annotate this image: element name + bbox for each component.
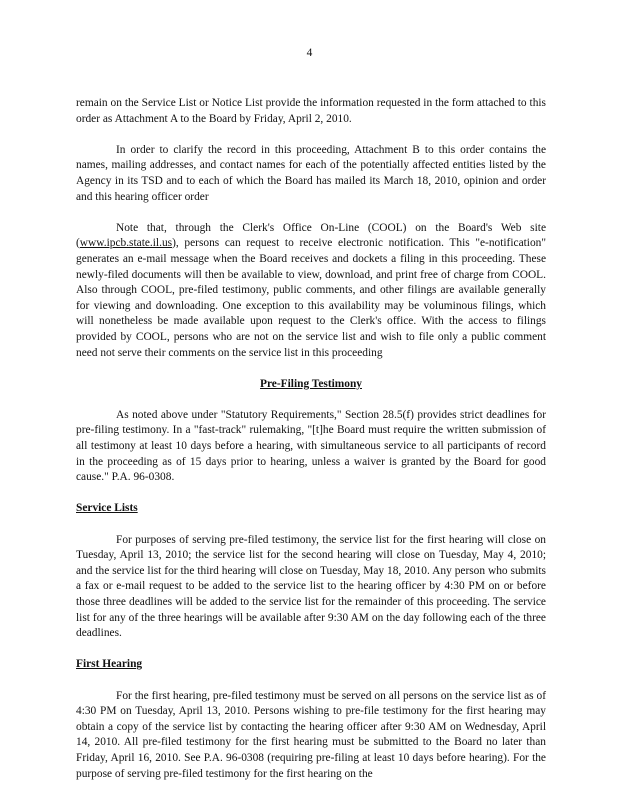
board-website-link[interactable]: www.ipcb.state.il.us <box>79 237 173 250</box>
paragraph-cool-text-b: ), persons can request to receive electronic notification. This "e-notification" generates an e-mail message when the Board receives and dockets a filing in this proceeding. These newly-filed documents will then be available to view, download, and print free of charge from COOL. Also through COOL, pre-filed testimony, public comments, and other filings are available generally for viewing and downloading. One exception to this availability may be voluminous filings, which will nonetheless be made available upon request to the Clerk's office. With the access to filings provided by COOL, persons who are not on the service list and wish to file only a public comment need not serve their comments on the service list in this proceeding <box>76 237 546 359</box>
heading-first-hearing: First Hearing <box>76 658 143 671</box>
paragraph-cool-notification <box>76 221 546 361</box>
paragraph-service-list-info: remain on the Service List or Notice List provide the information requested in the form attached to this order as Attachment A to the Board by Friday, April 2, 2010. <box>76 97 546 125</box>
paragraph-service-lists: For purposes of serving pre-filed testimony, the service list for the first hearing will close on Tuesday, April 13, 2010; the service list for the second hearing will close on Tuesday, May 4, 2010; and the service list for the third hearing will close on Tuesday, May 18, 2010. Any person who submits a fax or e-mail request to be added to the service list to the hearing officer by 4:30 PM on or before those three deadlines will be added to the service list for the remainder of this proceeding. The service list for any of the three hearings will be available after 9:30 AM on the day following each of the three deadlines. <box>76 533 546 640</box>
paragraph-first-hearing: For the first hearing, pre-filed testimony must be served on all persons on the service list as of 4:30 PM on Tuesday, April 13, 2010. Persons wishing to pre-file testimony for the first hearing may obtain a copy of the service list by contacting the hearing officer after 9:30 AM on Wednesday, April 14, 2010. All pre-filed testimony for the first hearing must be submitted to the Board no later than Friday, April 16, 2010. See P.A. 96-0308 (requiring pre-filing at least 10 days before hearing). For the purpose of serving pre-filed testimony for the first hearing on the <box>76 689 546 780</box>
document-body <box>76 96 546 798</box>
heading-service-lists: Service Lists <box>76 502 138 515</box>
page-number: 4 <box>306 47 313 59</box>
paragraph-attachment-b: In order to clarify the record in this proceeding, Attachment B to this order contains the names, mailing addresses, and contact names for each of the potentially affected entities listed by the Agency in its TSD and to each of which the Board has mailed its March 18, 2010, opinion and order and this hearing officer order <box>76 143 546 203</box>
heading-pre-filing-testimony: Pre-Filing Testimony <box>260 377 362 390</box>
paragraph-cool-text-a: Note that, through the Clerk's Office On-Line (COOL) on the Board's Web site ( <box>76 221 546 250</box>
paragraph-pre-filing: As noted above under "Statutory Requirements," Section 28.5(f) provides strict deadlines for pre-filing testimony. In a "fast-track" rulemaking, "[t]he Board must require the written submission of all testimony at least 10 days before a hearing, with simultaneous service to all participants of record in the proceeding as of 15 days prior to hearing, unless a waiver is granted by the Board for good cause." P.A. 96-0308. <box>76 408 546 484</box>
